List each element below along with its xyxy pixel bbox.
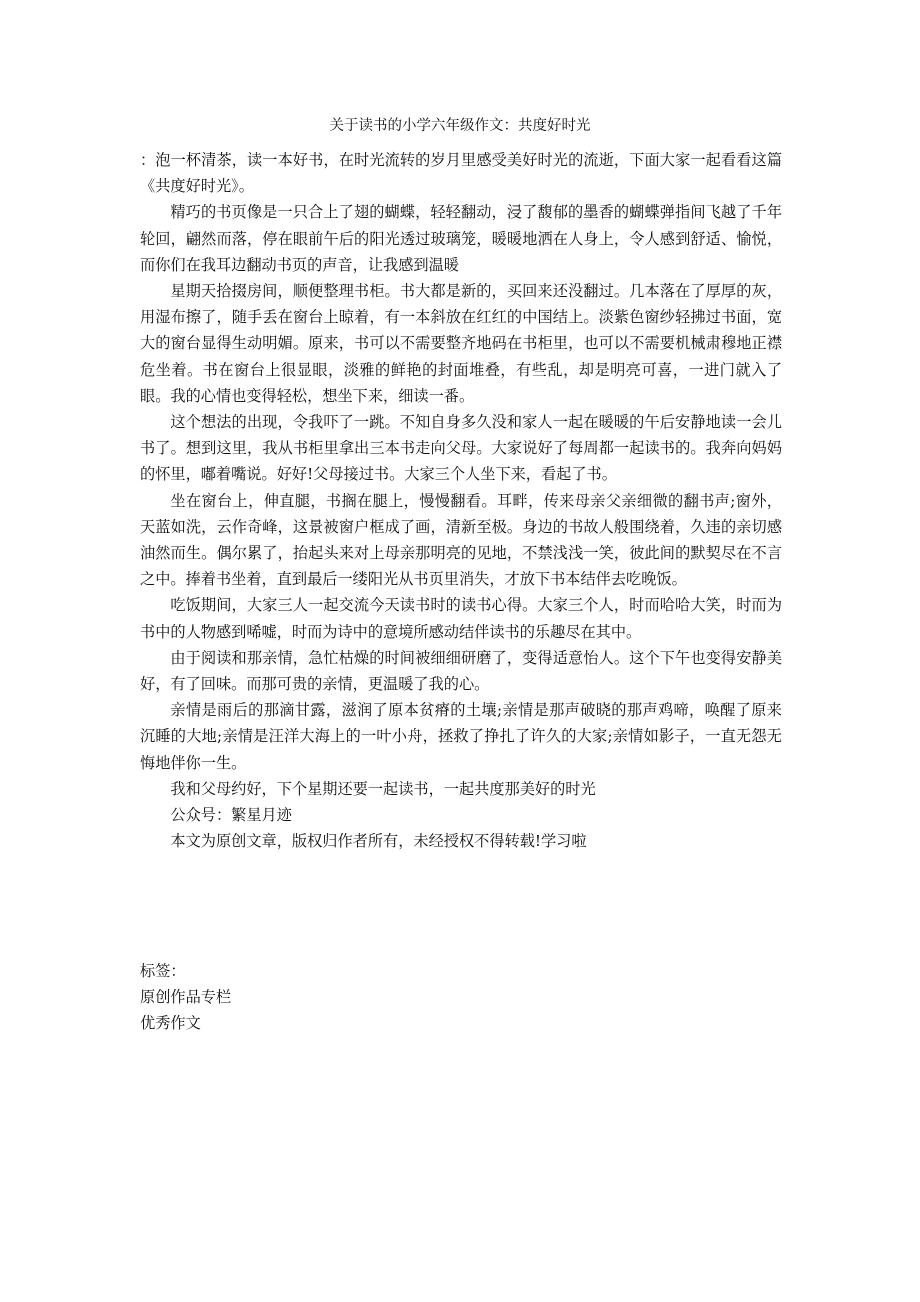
tag-item-excellent-essays[interactable]: 优秀作文: [140, 1014, 201, 1032]
article-paragraph: 星期天拾掇房间，顺便整理书柜。书大都是新的，买回来还没翻过。几本落在了厚厚的灰，用湿布擦了，随手丢在窗台上晾着，有一本斜放在红红的中国结上。淡紫色窗纱轻拂过书面，宽大的窗台显得生动明媚。原来，书可以不需要整齐地码在书柜里，也可以不需要机械肃穆地正襟危坐着。书在窗台上很显眼，淡雅的鲜艳的封面堆叠，有些乱，却是明亮可喜，一进门就入了眼。我的心情也变得轻松，想坐下来，细读一番。: [140, 282, 782, 405]
tags-label: 标签：: [140, 962, 186, 980]
article-paragraph: 由于阅读和那亲情，急忙枯燥的时间被细细研磨了，变得适意怡人。这个下午也变得安静美好，有了回味。而那可贵的亲情，更温暖了我的心。: [140, 648, 782, 694]
tags-section: [140, 958, 540, 1036]
article-paragraph: 吃饭期间，大家三人一起交流今天读书时的读书心得。大家三个人，时而哈哈大笑，时而为书中的人物感到唏嘘，时而为诗中的意境所感动结伴读书的乐趣尽在其中。: [140, 596, 782, 641]
article-title: 关于读书的小学六年级作文：共度好时光: [329, 118, 591, 134]
public-account-line: 公众号：繁星月迹: [170, 806, 292, 825]
article-paragraph: 精巧的书页像是一只合上了翅的蝴蝶，轻轻翻动，浸了馥郁的墨香的蝴蝶弹指间飞越了千年轮回，翩然而落，停在眼前午后的阳光透过玻璃笼，暖暖地洒在人身上，令人感到舒适、愉悦，而你们在我耳边翻动书页的声音，让我感到温暖: [140, 203, 782, 274]
article-paragraph: 这个想法的出现，令我吓了一跳。不知自身多久没和家人一起在暖暖的午后安静地读一会儿书了。想到这里，我从书柜里拿出三本书走向父母。大家说好了每周都一起读书的。我奔向妈妈的怀里，嘟着嘴说。好好!父母接过书。大家三个人坐下来，看起了书。: [140, 413, 782, 484]
article-paragraph: 亲情是雨后的那滴甘露，滋润了原本贫瘠的土壤;亲情是那声破晓的那声鸡啼，唤醒了原来沉睡的大地;亲情是汪洋大海上的一叶小舟，拯救了挣扎了许久的大家;亲情如影子，一直无怨无悔地伴你一生。: [140, 701, 782, 772]
copyright-notice: 本文为原创文章，版权归作者所有，未经授权不得转载!学习啦: [170, 832, 587, 851]
article-paragraph: 坐在窗台上，伸直腿，书搁在腿上，慢慢翻看。耳畔，传来母亲父亲细微的翻书声;窗外，天蓝如洗，云作奇峰，这景被窗户框成了画，清新至极。身边的书故人般围绕着，久违的亲切感油然而生。偶尔累了，抬起头来对上母亲那明亮的见地，不禁浅浅一笑，彼此间的默契尽在不言之中。捧着书坐着，直到最后一缕阳光从书页里消失，才放下书本结伴去吃晚饭。: [140, 491, 782, 589]
closing-paragraph: 我和父母约好，下个星期还要一起读书，一起共度那美好的时光: [170, 779, 596, 798]
article-body: [140, 147, 782, 854]
intro-paragraph: ：泡一杯清茶，读一本好书，在时光流转的岁月里感受美好时光的流逝，下面大家一起看看这篇《共度好时光》。: [140, 151, 782, 196]
tag-item-original-works[interactable]: 原创作品专栏: [140, 988, 232, 1006]
